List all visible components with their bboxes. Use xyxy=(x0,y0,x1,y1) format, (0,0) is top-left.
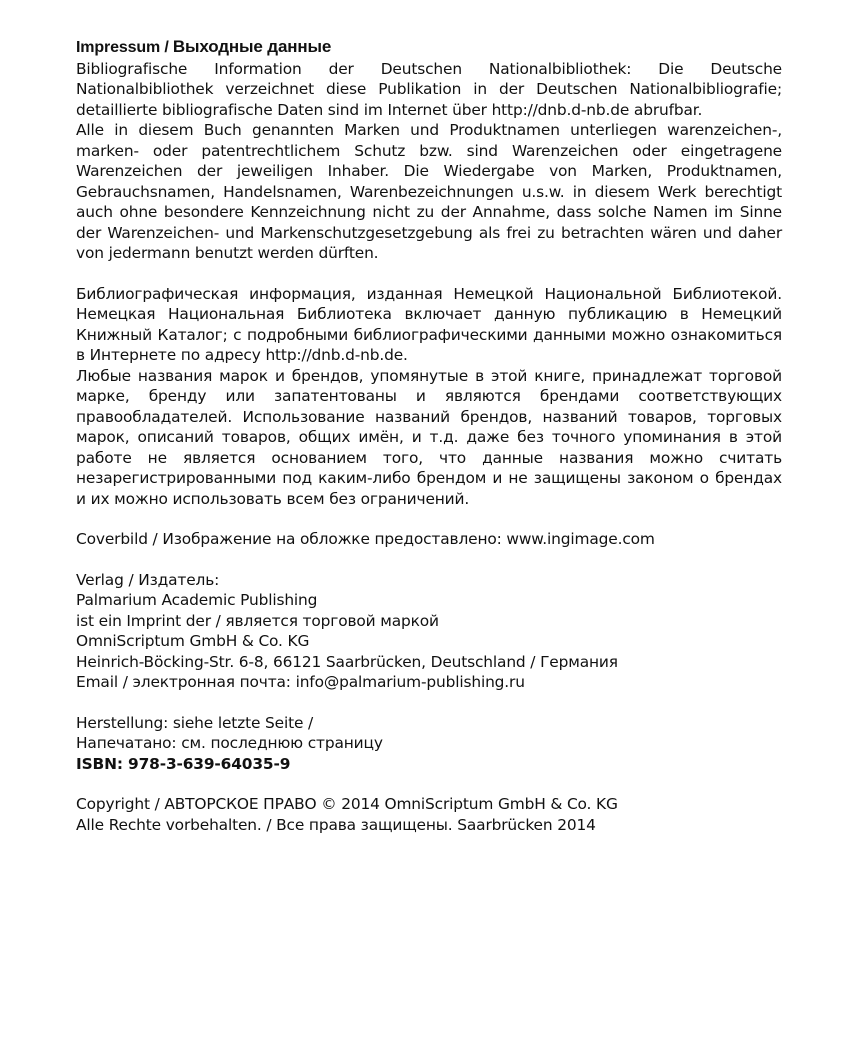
cover-credit: Coverbild / Изображение на обложке предоставлено: www.ingimage.com xyxy=(76,530,655,548)
production-block xyxy=(76,713,782,775)
bibliographic-info-de: Bibliografische Information der Deutschen Nationalbibliothek: Die Deutsche Nationalbibliothek verzeichnet diese Publikation in der Deutschen Nationalbibliografie; detaillierte bibliografische Daten sind im Internet über http://dnb.d-nb.de abrufbar. xyxy=(76,59,782,119)
spacer xyxy=(76,509,782,529)
copyright-line: Copyright / АВТОРСКОЕ ПРАВО © 2014 OmniScriptum GmbH & Co. KG xyxy=(76,795,618,813)
bibliographic-info-ru: Библиографическая информация, изданная Немецкой Национальной Библиотекой. Немецкая Национальная Библиотека включает данную публикацию в Немецкий Книжный Каталог; с подробными библиографическими данными можно ознакомиться в Интернете по адресу http://dnb.d-nb.de. xyxy=(76,284,782,364)
publisher-label: Verlag / Издатель: xyxy=(76,570,220,589)
publisher-company: OmniScriptum GmbH & Co. KG xyxy=(76,632,310,650)
copyright-block xyxy=(76,794,782,835)
publisher-imprint: ist ein Imprint der / является торговой маркой xyxy=(76,611,439,630)
trademark-notice-de: Alle in diesem Buch genannten Marken und Produktnamen unterliegen warenzeichen-, marken- oder patentrechtlichem Schutz bzw. sind Warenzeichen oder eingetragene Warenzeichen der jeweiligen Inhaber. Die Wiedergabe von Marken, Produktnamen, Gebrauchsnamen, Handelsnamen, Warenbezeichnungen u.s.w. in diesem Werk berechtigt auch ohne besondere Kennzeichnung nicht zu der Annahme, dass solche Namen im Sinne der Warenzeichen- und Markenschutzgesetzgebung als frei zu betrachten wären und daher von jedermann benutzt werden dürften. xyxy=(76,121,782,262)
isbn: ISBN: 978-3-639-64035-9 xyxy=(76,754,291,773)
publisher-block xyxy=(76,570,782,693)
spacer xyxy=(76,774,782,794)
spacer xyxy=(76,550,782,570)
publisher-address: Heinrich-Böcking-Str. 6-8, 66121 Saarbrücken, Deutschland / Германия xyxy=(76,652,618,671)
impressum-heading-de: Impressum / xyxy=(76,39,173,56)
impressum-heading-ru: Выходные данные xyxy=(172,37,332,56)
production-ru: Напечатано: см. последнюю страницу xyxy=(76,734,383,752)
impressum-heading xyxy=(76,37,782,59)
spacer xyxy=(76,693,782,713)
production-de: Herstellung: siehe letzte Seite / xyxy=(76,713,314,732)
rights-reserved-line: Alle Rechte vorbehalten. / Все права защищены. Saarbrücken 2014 xyxy=(76,815,596,834)
spacer xyxy=(76,264,782,284)
impressum-page xyxy=(76,37,782,835)
publisher-name: Palmarium Academic Publishing xyxy=(76,591,318,609)
trademark-notice-ru: Любые названия марок и брендов, упомянутые в этой книге, принадлежат торговой марке, бренду или запатентованы и являются брендами соответствующих правообладателей. Использование названий брендов, названий товаров, торговых марок, описаний товаров, общих имён, и т.д. даже без точного упоминания в этой работе не является основанием того, что данные названия можно считать незарегистрированными под каким-либо брендом и не защищены законом о брендах и их можно использовать всем без ограничений. xyxy=(76,366,782,508)
publisher-email: Email / электронная почта: info@palmarium-publishing.ru xyxy=(76,673,525,691)
